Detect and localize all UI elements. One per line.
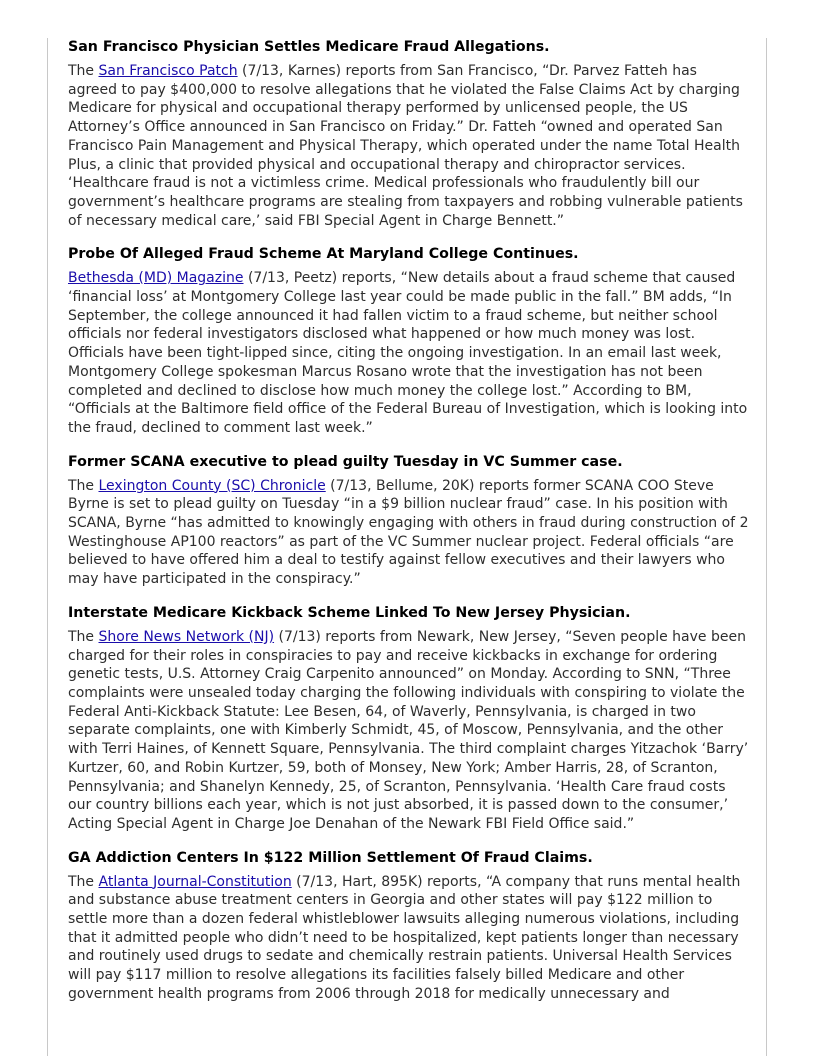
article-body [68,62,750,230]
article-prefix: The [68,873,99,890]
article-text: (7/13, Peetz) reports, “New details about a fraud scheme that caused ‘financial loss’ at Montgomery College last year could be made public in the fall.” BM adds, “In September, the college announced it had fallen victim to a fraud scheme, but neither school officials nor federal investigators disclosed what happened or how much money was lost. Officials have been tight-lipped since, citing the ongoing investigation. In an email last week, Montgomery College spokesman Marcus Rosano wrote that the investigation has not been completed and declined to disclose how much money the college lost.” According to BM, “Officials at the Baltimore field office of the Federal Bureau of Investigation, which is looking into the fraud, declined to comment last week.” [68,270,748,436]
source-link[interactable]: San Francisco Patch [98,63,238,79]
source-link[interactable]: Lexington County (SC) Chronicle [98,477,326,494]
article-prefix: The [68,477,99,494]
article [68,604,750,834]
source-link[interactable]: Shore News Network (NJ) [98,628,275,645]
article-body [68,269,750,437]
source-link[interactable]: Atlanta Journal-Constitution [98,873,292,890]
article-text: (7/13) reports from Newark, New Jersey, “Seven people have been charged for their roles in conspiracies to pay and receive kickbacks in exchange for ordering genetic tests, U.S. Attorney Craig Carpenito announced” on Monday. According to SNN, “Three complaints were unsealed today charging the following individuals with conspiring to violate the Federal Anti-Kickback Statute: Lee Besen, 64, of Waverly, Pennsylvania, is charged in two separate complaints, one with Kimberly Schmidt, 45, of Moscow, Pennsylvania, and the other with Terri Haines, of Kennett Square, Pennsylvania. The third complaint charges Yitzachok ‘Barry’ Kurtzer, 60, and Robin Kurtzer, 59, both of Monsey, New York; Amber Harris, 28, of Scranton, Pennsylvania; and Shanelyn Kennedy, 25, of Scranton, Pennsylvania. ‘Health Care fraud costs our country billions each year, which is not just absorbed, it is passed down to the consumer,’ Acting Special Agent in Charge Joe Denahan of the Newark FBI Field Office said.” [68,628,749,832]
article-text: (7/13, Hart, 895K) reports, “A company that runs mental health and substance abuse treatment centers in Georgia and other states will pay $122 million to settle more than a dozen federal whistleblower lawsuits alleging numerous violations, including that it admitted people who didn’t need to be hospitalized, kept patients longer than necessary and routinely used drugs to sedate and chemically restrain patients. Universal Health Services will pay $117 million to resolve allegations its facilities falsely billed Medicare and other government health programs from 2006 through 2018 for medically unnecessary and [68,873,741,1002]
article-prefix: The [68,63,99,79]
article-headline: Probe Of Alleged Fraud Scheme At Maryland College Continues. [68,246,579,263]
article-headline: San Francisco Physician Settles Medicare Fraud Allegations. [68,39,550,55]
source-link[interactable]: Bethesda (MD) Magazine [68,270,244,287]
article [68,453,750,589]
page-frame [47,38,767,1056]
article-headline: Former SCANA executive to plead guilty Tuesday in VC Summer case. [68,453,623,470]
article-headline: Interstate Medicare Kickback Scheme Linked To New Jersey Physician. [68,604,631,621]
article [68,38,750,230]
article-prefix: The [68,628,99,645]
article-text: (7/13, Karnes) reports from San Francisco, “Dr. Parvez Fatteh has agreed to pay $400,000 to resolve allegations that he violated the False Claims Act by charging Medicare for physical and occupational therapy performed by unlicensed people, the US Attorney’s Office announced in San Francisco on Friday.” Dr. Fatteh “owned and operated San Francisco Pain Management and Physical Therapy, which operated under the name Total Health Plus, a clinic that provided physical and occupational therapy and chiropractor services. ‘Healthcare fraud is not a victimless crime. Medical professionals who fraudulently bill our government’s healthcare programs are stealing from taxpayers and robbing vulnerable patients of necessary medical care,’ said FBI Special Agent in Charge Bennett.” [68,63,743,229]
article-body [68,873,750,1004]
news-content [68,38,750,1019]
article-headline: GA Addiction Centers In $122 Million Settlement Of Fraud Claims. [68,849,593,866]
article-body [68,477,750,589]
article-text: (7/13, Bellume, 20K) reports former SCANA COO Steve Byrne is set to plead guilty on Tuesday “in a $9 billion nuclear fraud” case. In his position with SCANA, Byrne “has admitted to knowingly engaging with others in fraud during construction of 2 Westinghouse AP100 reactors” as part of the VC Summer nuclear project. Federal officials “are believed to have offered him a deal to testify against fellow executives and their lawyers who may have participated in the conspiracy.” [68,477,749,588]
article [68,849,750,1004]
article [68,245,750,437]
article-body [68,628,750,834]
